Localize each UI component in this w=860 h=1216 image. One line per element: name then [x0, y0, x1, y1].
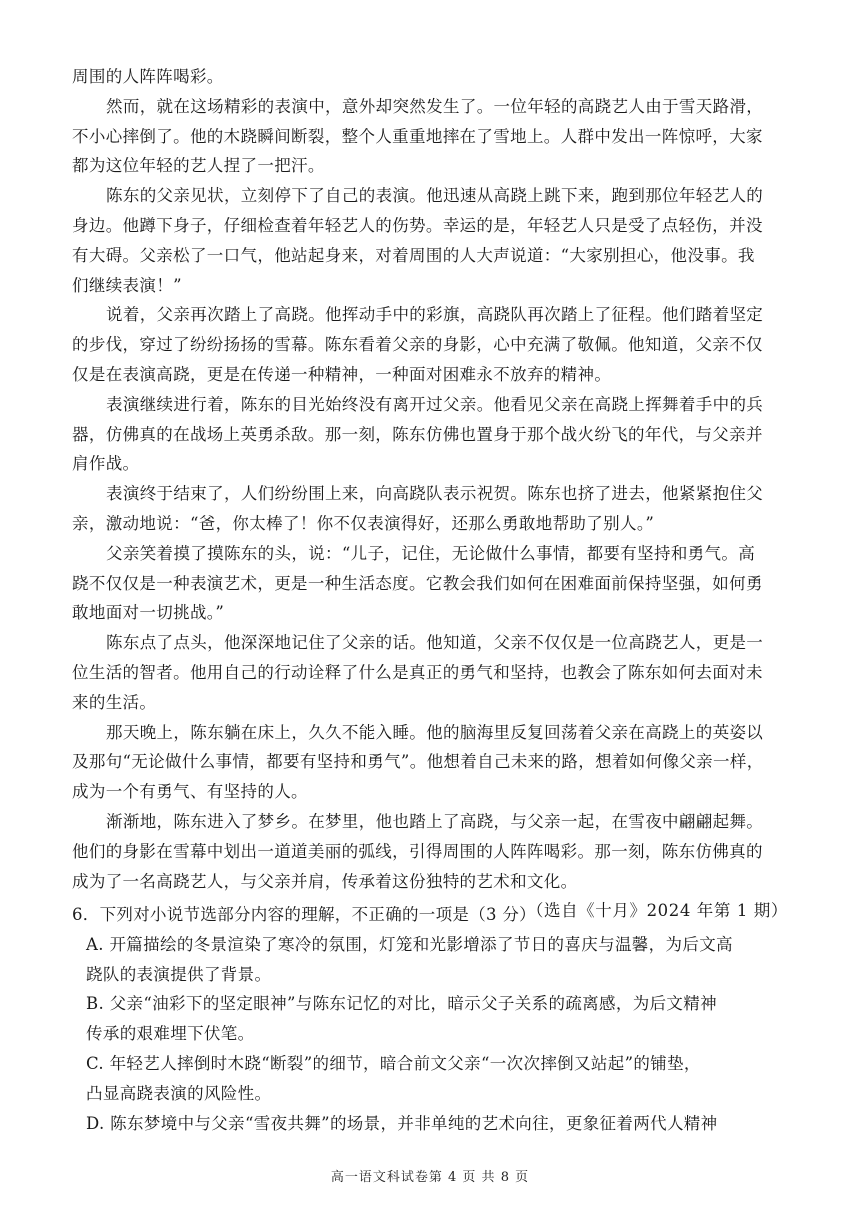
- option-text-continued: 传承的艰难埋下伏笔。: [86, 1024, 255, 1044]
- option-text: C. 年轻艺人摔倒时木跷“断裂”的细节，暗合前文父亲“一次次摔倒又站起”的铺垫，: [86, 1053, 701, 1073]
- paragraph-first-line: 父亲笑着摸了摸陈东的头，说：“儿子，记住，无论做什么事情，都要有坚持和勇气。高: [106, 543, 756, 563]
- paragraph-line: 的步伐，穿过了纷纷扬扬的雪幕。陈东看着父亲的身影，心中充满了敬佩。他知道，父亲不仅: [72, 335, 763, 355]
- paragraph-first-line: 陈东点了点头，他深深地记住了父亲的话。他知道，父亲不仅仅是一位高跷艺人，更是一: [106, 633, 764, 653]
- paragraph-line: 及那句“无论做什么事情，都要有坚持和勇气”。他想着自己未来的路，想着如何像父亲一样，: [72, 752, 764, 772]
- paragraph-line: 位生活的智者。他用自己的行动诠释了什么是真正的勇气和坚持，也教会了陈东如何去面对未: [72, 662, 763, 682]
- paragraph-first-line: 渐渐地，陈东进入了梦乡。在梦里，他也踏上了高跷，与父亲一起，在雪夜中翩翩起舞。: [106, 811, 764, 831]
- paragraph-first-line: 陈东的父亲见状，立刻停下了自己的表演。他迅速从高跷上跳下来，跑到那位年轻艺人的: [106, 186, 764, 206]
- paragraph-first-line: 表演终于结束了，人们纷纷围上来，向高跷队表示祝贺。陈东也挤了进去，他紧紧抱住父: [106, 484, 764, 504]
- paragraph-line: 跷不仅仅是一种表演艺术，更是一种生活态度。它教会我们如何在困难面前保持坚强，如何勇: [72, 573, 763, 593]
- paragraph-line: 亲，激动地说：“爸，你太棒了！你不仅表演得好，还那么勇敢地帮助了别人。”: [72, 513, 655, 533]
- option-text-continued: 凸显高跷表演的风险性。: [86, 1083, 272, 1103]
- question-options: [72, 930, 792, 1139]
- passage-source: （选自《十月》2024 年第 1 期）: [526, 901, 788, 921]
- page-footer: 高一语文科试卷第 4 页 共 8 页: [330, 1170, 530, 1185]
- paragraph-line: 肩作战。: [72, 454, 140, 474]
- paragraph-line: 有大碍。父亲松了一口气，他站起身来，对着周围的人大声说道：“大家别担心，他没事。我: [72, 245, 755, 265]
- paragraph-line: 都为这位年轻的艺人捏了一把汗。: [72, 156, 325, 176]
- option-text: B. 父亲“油彩下的坚定眼神”与陈东记忆的对比，暗示父子关系的疏离感，为后文精神: [86, 994, 717, 1014]
- option-text: D. 陈东梦境中与父亲“雪夜共舞”的场景，并非单纯的艺术向往，更象征着两代人精神: [86, 1113, 718, 1133]
- paragraph-first-line: 那天晚上，陈东躺在床上，久久不能入睡。他的脑海里反复回荡着父亲在高跷上的英姿以: [106, 722, 764, 742]
- paragraph-line: 成为一个有勇气、有坚持的人。: [72, 782, 308, 802]
- paragraph-line: 成为了一名高跷艺人，与父亲并肩，传承着这份独特的艺术和文化。: [72, 871, 578, 891]
- paragraph-line: 来的生活。: [72, 692, 157, 712]
- paragraph-first-line: 然而，就在这场精彩的表演中，意外却突然发生了。一位年轻的高跷艺人由于雪天路滑，: [106, 96, 764, 116]
- paragraph-line: 们继续表演！”: [72, 275, 182, 295]
- option-text-continued: 跷队的表演提供了背景。: [86, 964, 272, 984]
- option-c: [72, 1049, 792, 1109]
- paragraph-line: 不小心摔倒了。他的木跷瞬间断裂，整个人重重地摔在了雪地上。人群中发出一阵惊呼，大家: [72, 126, 763, 146]
- option-text: A. 开篇描绘的冬景渲染了寒冷的氛围，灯笼和光影增添了节日的喜庆与温馨，为后文高: [86, 934, 733, 954]
- paragraph-line: 器，仿佛真的在战场上英勇杀敌。那一刻，陈东仿佛也置身于那个战火纷飞的年代，与父亲并: [72, 424, 763, 444]
- question-title: 6．下列对小说节选部分内容的理解，不正确的一项是（3 分）: [72, 905, 536, 924]
- option-d: [72, 1109, 792, 1139]
- paragraph-first-line: 表演继续进行着，陈东的目光始终没有离开过父亲。他看见父亲在高跷上挥舞着手中的兵: [106, 394, 764, 414]
- passage: [72, 62, 792, 926]
- paragraph-line: 敢地面对一切挑战。”: [72, 603, 225, 623]
- paragraph-line: 周围的人阵阵喝彩。: [72, 67, 224, 86]
- paragraph-line: 身边。他蹲下身子，仔细检查着年轻艺人的伤势。幸运的是，年轻艺人只是受了点轻伤，并没: [72, 215, 763, 235]
- question-6: [72, 900, 792, 1138]
- paragraph-line: 他们的身影在雪幕中划出一道道美丽的弧线，引得周围的人阵阵喝彩。那一刻，陈东仿佛真的: [72, 841, 763, 861]
- option-a: [72, 930, 792, 990]
- paragraph-first-line: 说着，父亲再次踏上了高跷。他挥动手中的彩旗，高跷队再次踏上了征程。他们踏着坚定: [106, 305, 764, 325]
- paragraph-line: 仅是在表演高跷，更是在传递一种精神，一种面对困难永不放弃的精神。: [72, 364, 612, 384]
- option-b: [72, 989, 792, 1049]
